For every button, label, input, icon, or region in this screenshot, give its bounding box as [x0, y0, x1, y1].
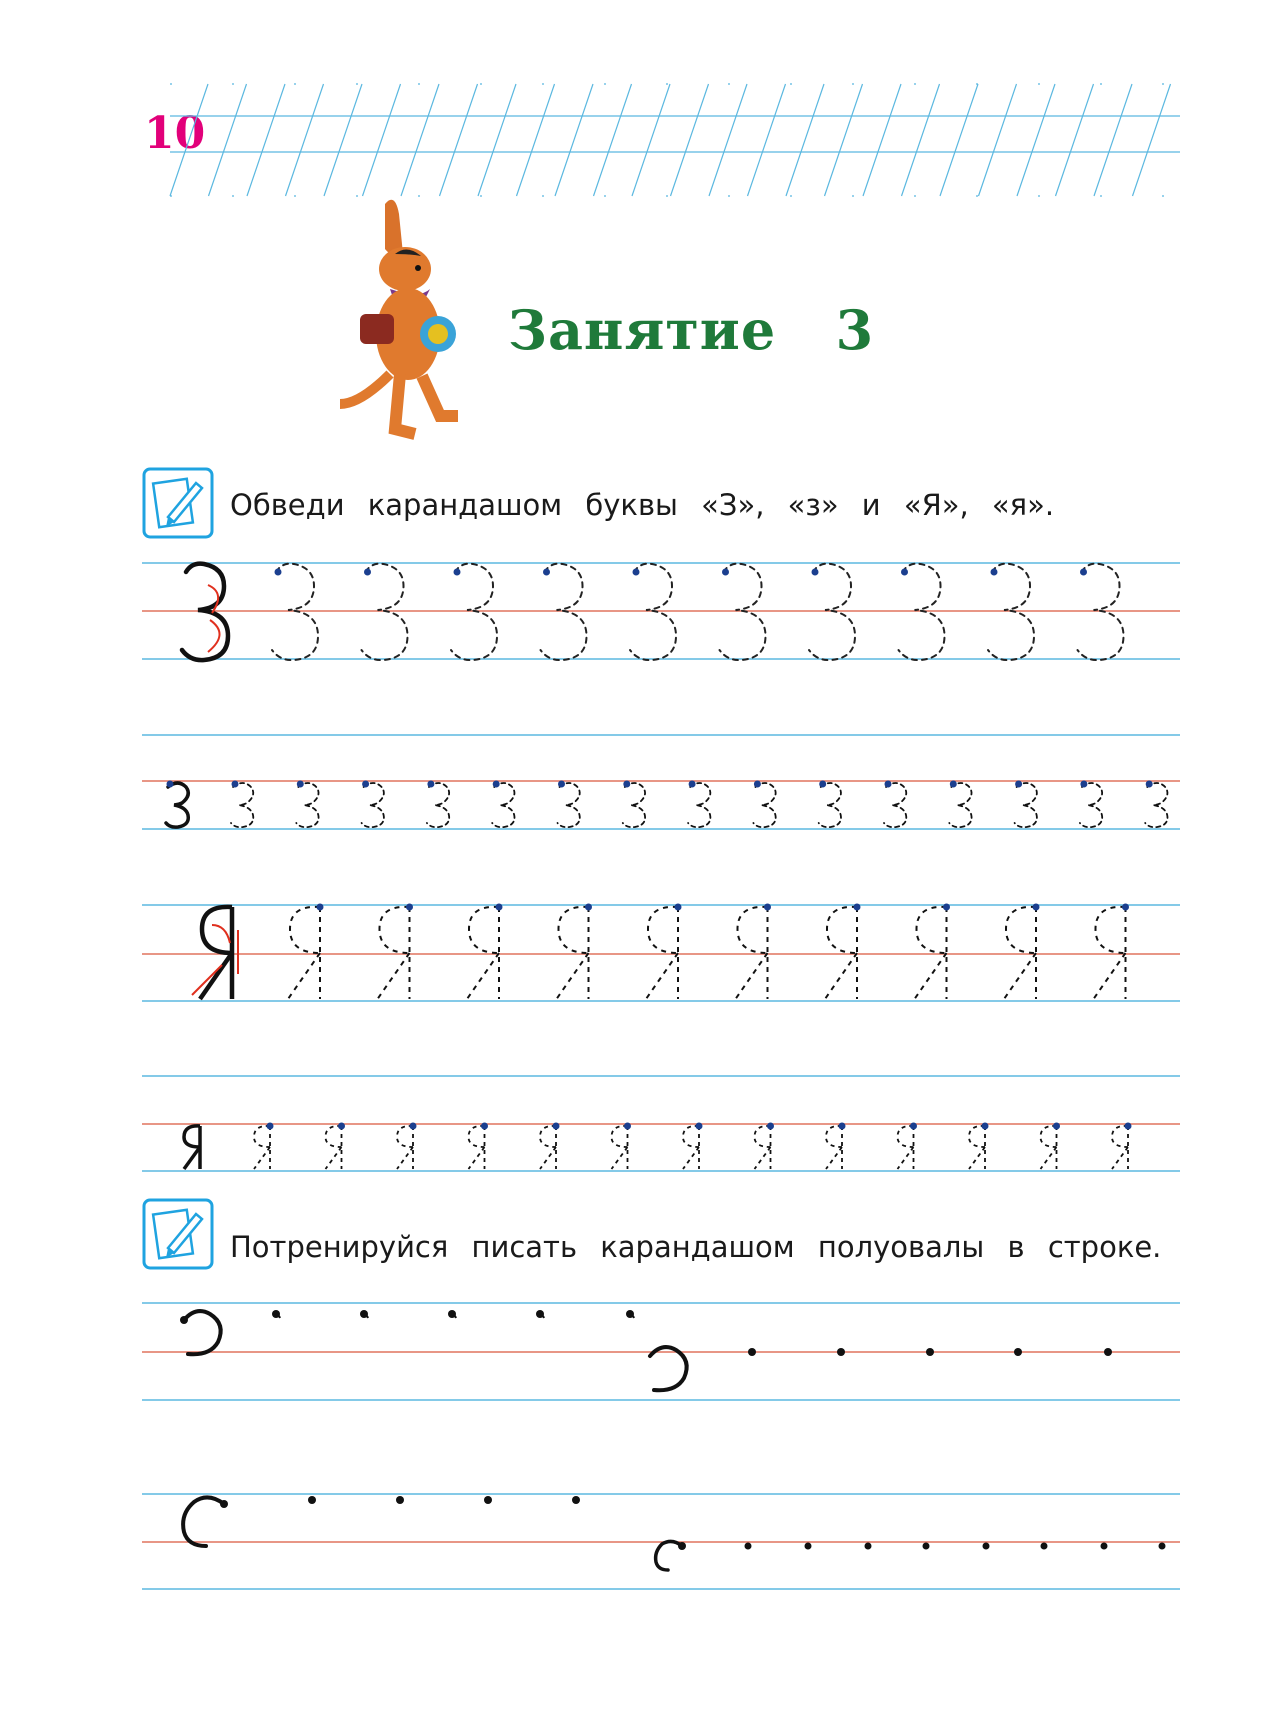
trace-letter-Ya — [467, 953, 499, 999]
slant-line — [1094, 84, 1132, 196]
lesson-title: Занятие 3 — [508, 298, 875, 362]
start-dot — [484, 1496, 492, 1504]
trace-letter-ya-small — [755, 1147, 771, 1169]
slant-line — [748, 84, 786, 196]
trace-letter-Ya — [738, 907, 768, 953]
start-dot — [220, 1500, 228, 1508]
start-dot — [1159, 1543, 1166, 1550]
slant-line — [555, 84, 593, 196]
stroke-direction-arrow — [212, 925, 230, 943]
sample-letter-ya-small — [184, 1147, 200, 1169]
start-dot — [923, 1543, 930, 1550]
trace-letter-ya-small — [898, 1126, 914, 1147]
slant-line — [940, 84, 978, 196]
start-dot — [1053, 1123, 1060, 1130]
sample-letter-Ya — [200, 953, 232, 999]
start-dot — [297, 781, 304, 788]
slant-line — [440, 84, 478, 196]
trace-letter-Ya — [1094, 953, 1126, 999]
trace-letter-Ze — [809, 564, 855, 660]
trace-letter-Ya — [646, 953, 678, 999]
trace-letter-ze-small — [688, 783, 710, 827]
trace-letter-ze-small — [884, 783, 906, 827]
start-dot — [267, 1123, 274, 1130]
trace-letter-ya-small — [469, 1147, 485, 1169]
start-dot — [410, 1123, 417, 1130]
start-dot — [543, 569, 550, 576]
trace-letter-ze-small — [558, 783, 580, 827]
slant-line — [594, 84, 632, 196]
start-dot — [1033, 904, 1040, 911]
trace-letter-ya-small — [1112, 1147, 1128, 1169]
trace-letter-ze-small — [1080, 783, 1102, 827]
trace-letter-ya-small — [969, 1147, 985, 1169]
start-dot — [722, 569, 729, 576]
trace-letter-ze-small — [231, 783, 253, 827]
trace-letter-ya-small — [826, 1126, 842, 1147]
start-dot — [767, 1123, 774, 1130]
start-dot — [812, 569, 819, 576]
start-dot — [232, 781, 239, 788]
start-dot — [1014, 1348, 1022, 1356]
sample-semi-oval-right-small — [650, 1347, 687, 1390]
start-dot — [943, 904, 950, 911]
trace-letter-Ze — [988, 564, 1034, 660]
start-dot — [496, 904, 503, 911]
trace-letter-ze-small — [362, 783, 384, 827]
trace-letter-Ya — [825, 953, 857, 999]
trace-letter-ze-small — [296, 783, 318, 827]
start-dot — [696, 1123, 703, 1130]
start-dot — [623, 781, 630, 788]
start-dot — [1015, 781, 1022, 788]
trace-letter-ya-small — [826, 1147, 842, 1169]
slant-line — [324, 84, 362, 196]
start-dot — [748, 1348, 756, 1356]
trace-letter-Ze — [899, 564, 945, 660]
start-dot — [885, 781, 892, 788]
start-dot — [308, 1496, 316, 1504]
trace-letter-Ya — [1004, 953, 1036, 999]
start-dot — [991, 569, 998, 576]
trace-letter-Ya — [736, 953, 768, 999]
trace-letter-ya-small — [397, 1147, 413, 1169]
sample-semi-oval-right — [184, 1311, 221, 1354]
start-dot — [338, 1123, 345, 1130]
slant-line — [1056, 84, 1094, 196]
start-dot — [481, 1123, 488, 1130]
trace-letter-ya-small — [755, 1126, 771, 1147]
trace-letter-Ya — [378, 953, 410, 999]
trace-letter-ze-small — [753, 783, 775, 827]
sample-letter-ya-small — [184, 1126, 200, 1147]
start-dot — [585, 904, 592, 911]
sample-letter-Ze — [182, 564, 228, 660]
start-dot — [901, 569, 908, 576]
start-dot — [983, 1543, 990, 1550]
task-2-instruction: Потренируйся писать карандашом полуовалы в строке. — [230, 1230, 1162, 1264]
start-dot — [454, 569, 461, 576]
start-dot — [982, 1123, 989, 1130]
trace-letter-ya-small — [1041, 1147, 1057, 1169]
start-dot — [950, 781, 957, 788]
trace-letter-ya-small — [683, 1147, 699, 1169]
trace-letter-Ya — [827, 907, 857, 953]
start-dot — [1101, 1543, 1108, 1550]
start-dot — [1125, 1123, 1132, 1130]
sample-semi-oval-left — [183, 1497, 224, 1546]
slant-line — [979, 84, 1017, 196]
start-dot — [926, 1348, 934, 1356]
trace-letter-ya-small — [326, 1147, 342, 1169]
slant-line — [709, 84, 747, 196]
start-dot — [865, 1543, 872, 1550]
slant-line — [825, 84, 863, 196]
slant-line — [786, 84, 824, 196]
trace-letter-Ya — [290, 907, 320, 953]
slant-line — [401, 84, 439, 196]
slant-line — [863, 84, 901, 196]
trace-letter-ze-small — [623, 783, 645, 827]
slant-line — [632, 84, 670, 196]
slant-line — [902, 84, 940, 196]
start-dot — [275, 569, 282, 576]
start-dot — [180, 1316, 188, 1324]
trace-letter-Ya — [288, 953, 320, 999]
trace-letter-Ze — [720, 564, 766, 660]
trace-letter-ya-small — [540, 1147, 556, 1169]
start-dot — [167, 781, 174, 788]
start-dot — [624, 1123, 631, 1130]
trace-letter-Ya — [557, 953, 589, 999]
page-number: 10 — [144, 108, 206, 159]
start-dot — [839, 1123, 846, 1130]
trace-letter-ya-small — [612, 1147, 628, 1169]
slant-line — [1017, 84, 1055, 196]
start-dot — [675, 904, 682, 911]
start-dot — [819, 781, 826, 788]
trace-letter-Ya — [380, 907, 410, 953]
trace-letter-Ya — [648, 907, 678, 953]
trace-letter-Ze — [272, 564, 318, 660]
trace-letter-ze-small — [819, 783, 841, 827]
slant-line — [1133, 84, 1171, 196]
trace-letter-Ya — [1006, 907, 1036, 953]
start-dot — [493, 781, 500, 788]
start-dot — [572, 1496, 580, 1504]
slant-line — [478, 84, 516, 196]
start-dot — [1146, 781, 1153, 788]
start-dot — [1080, 781, 1087, 788]
start-dot — [362, 781, 369, 788]
start-dot — [1080, 569, 1087, 576]
slant-line — [363, 84, 401, 196]
start-dot — [1122, 904, 1129, 911]
start-dot — [558, 781, 565, 788]
slant-line — [247, 84, 285, 196]
start-dot — [406, 904, 413, 911]
start-dot — [1041, 1543, 1048, 1550]
trace-letter-Ya — [559, 907, 589, 953]
trace-letter-ya-small — [397, 1126, 413, 1147]
start-dot — [396, 1496, 404, 1504]
task-1-instruction: Обведи карандашом буквы «З», «з» и «Я», «я». — [230, 488, 1055, 522]
trace-letter-Ya — [915, 953, 947, 999]
trace-letter-Ze — [1078, 564, 1124, 660]
start-dot — [364, 569, 371, 576]
trace-letter-Ze — [630, 564, 676, 660]
trace-letter-Ze — [451, 564, 497, 660]
trace-letter-ya-small — [898, 1147, 914, 1169]
trace-letter-ya-small — [469, 1126, 485, 1147]
trace-letter-ze-small — [949, 783, 971, 827]
sample-letter-ze-small — [166, 783, 188, 827]
trace-letter-ya-small — [969, 1126, 985, 1147]
start-dot — [553, 1123, 560, 1130]
trace-letter-ya-small — [1112, 1126, 1128, 1147]
slant-line — [170, 84, 208, 196]
start-dot — [910, 1123, 917, 1130]
start-dot — [317, 904, 324, 911]
slant-line — [286, 84, 324, 196]
trace-letter-ze-small — [427, 783, 449, 827]
stroke-direction-arrow — [208, 620, 220, 652]
start-dot — [805, 1543, 812, 1550]
slant-line — [209, 84, 247, 196]
start-dot — [427, 781, 434, 788]
trace-letter-ya-small — [612, 1126, 628, 1147]
start-dot — [678, 1542, 686, 1550]
start-dot — [754, 781, 761, 788]
trace-letter-ya-small — [254, 1147, 270, 1169]
trace-letter-ze-small — [492, 783, 514, 827]
trace-letter-Ya — [469, 907, 499, 953]
trace-letter-ya-small — [326, 1126, 342, 1147]
trace-letter-Ze — [362, 564, 408, 660]
slant-line — [671, 84, 709, 196]
start-dot — [764, 904, 771, 911]
trace-letter-ze-small — [1145, 783, 1167, 827]
trace-letter-Ze — [541, 564, 587, 660]
start-dot — [837, 1348, 845, 1356]
trace-letter-ya-small — [1041, 1126, 1057, 1147]
trace-letter-ya-small — [254, 1126, 270, 1147]
start-dot — [745, 1543, 752, 1550]
trace-letter-Ya — [917, 907, 947, 953]
start-dot — [689, 781, 696, 788]
start-dot — [633, 569, 640, 576]
start-dot — [854, 904, 861, 911]
trace-letter-ya-small — [540, 1126, 556, 1147]
trace-letter-ze-small — [1015, 783, 1037, 827]
trace-letter-Ya — [1096, 907, 1126, 953]
start-dot — [1104, 1348, 1112, 1356]
sample-letter-Ya — [202, 907, 232, 953]
slant-line — [517, 84, 555, 196]
trace-letter-ya-small — [683, 1126, 699, 1147]
